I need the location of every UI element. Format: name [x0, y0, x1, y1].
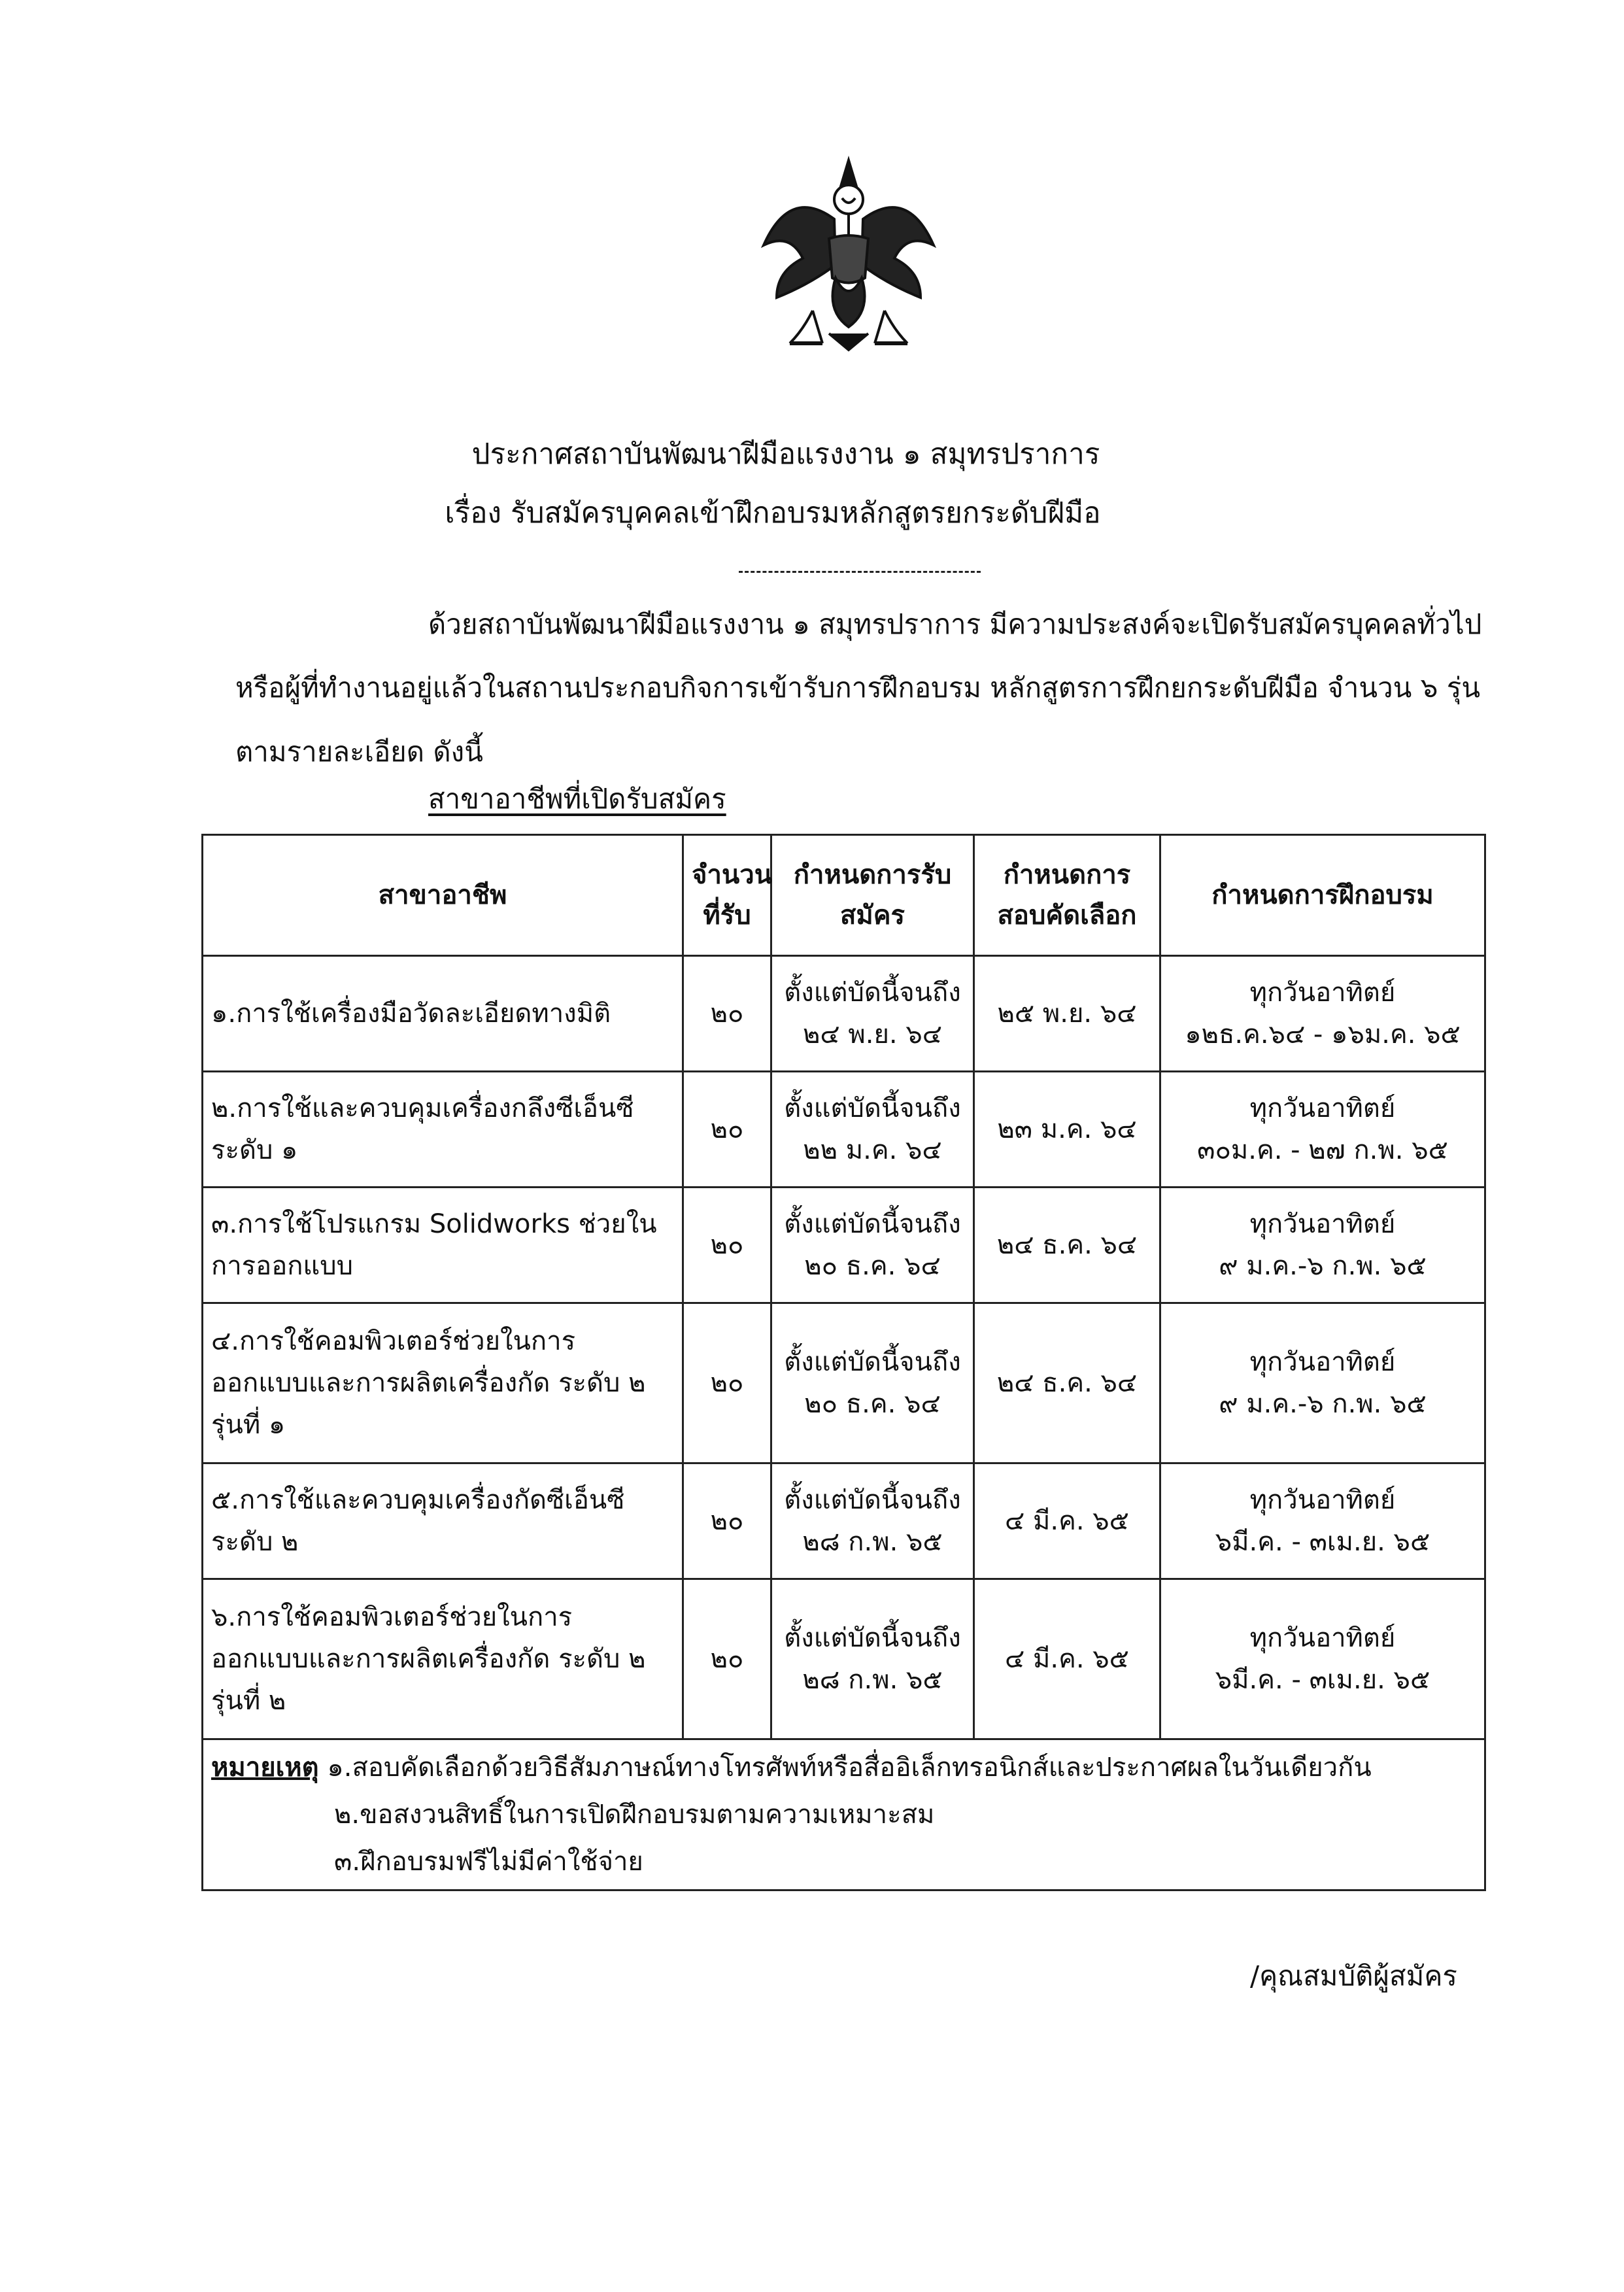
cell-exam: ๒๔ ธ.ค. ๖๔ — [974, 1188, 1160, 1303]
cell-branch: ๓.การใช้โปรแกรม Solidworks ช่วยในการออกแบบ — [203, 1188, 683, 1303]
cell-quota: ๒๐ — [683, 1579, 771, 1739]
table-row — [203, 1303, 1485, 1463]
cell-quota: ๒๐ — [683, 1463, 771, 1579]
apply-text: ตั้งแต่บัดนี้จนถึง — [784, 1093, 961, 1123]
apply-text: ตั้งแต่บัดนี้จนถึง — [784, 1623, 961, 1653]
apply-date: ๒๘ ก.พ. ๖๕ — [802, 1665, 943, 1695]
table-row — [203, 956, 1485, 1072]
cell-training — [1160, 956, 1485, 1072]
apply-date: ๒๘ ก.พ. ๖๕ — [802, 1527, 943, 1557]
apply-date: ๒๐ ธ.ค. ๖๔ — [804, 1251, 941, 1281]
table-row — [203, 1579, 1485, 1739]
table-row — [203, 1188, 1485, 1303]
cell-branch: ๕.การใช้และควบคุมเครื่องกัดซีเอ็นซี ระดับ ๒ — [203, 1463, 683, 1579]
notes-label: หมายเหตุ — [211, 1753, 319, 1783]
intro-line-1: ด้วยสถาบันพัฒนาฝีมือแรงงาน ๑ สมุทรปราการ มีความประสงค์จะเปิดรับสมัครบุคคลทั่วไป — [428, 608, 1482, 640]
cell-quota: ๒๐ — [683, 1188, 771, 1303]
note-item: ๒.ขอสงวนสิทธิ์ในการเปิดฝึกอบรมตามความเหมาะสม — [334, 1800, 935, 1830]
training-range: ๑๒ธ.ค.๖๔ - ๑๖ม.ค. ๖๕ — [1185, 1019, 1461, 1050]
cell-branch: ๑.การใช้เครื่องมือวัดละเอียดทางมิติ — [203, 956, 683, 1072]
continuation-text: /คุณสมบัติผู้สมัคร — [1249, 1960, 1457, 1992]
cell-exam: ๒๔ ธ.ค. ๖๔ — [974, 1303, 1160, 1463]
note-text: ๑.สอบคัดเลือกด้วยวิธีสัมภาษณ์ทางโทรศัพท์หรือสื่ออิเล็กทรอนิกส์และประกาศผลในวันเดียวกัน — [327, 1753, 1372, 1783]
header-branch: สาขาอาชีพ — [203, 835, 683, 956]
cell-apply — [771, 1463, 974, 1579]
training-day: ทุกวันอาทิตย์ — [1249, 978, 1396, 1008]
cell-exam: ๔ มี.ค. ๖๕ — [974, 1579, 1160, 1739]
table-row — [203, 1072, 1485, 1188]
cell-branch: ๔.การใช้คอมพิวเตอร์ช่วยในการ ออกแบบและการผลิตเครื่องกัด ระดับ ๒ รุ่นที่ ๑ — [203, 1303, 683, 1463]
cell-quota: ๒๐ — [683, 956, 771, 1072]
training-day: ทุกวันอาทิตย์ — [1249, 1209, 1396, 1239]
announcement-title: ประกาศสถาบันพัฒนาฝีมือแรงงาน ๑ สมุทรปราการ — [471, 437, 1100, 471]
apply-text: ตั้งแต่บัดนี้จนถึง — [784, 1209, 961, 1239]
note-item: ๓.ฝึกอบรมฟรีไม่มีค่าใช้จ่าย — [334, 1847, 643, 1877]
notes-row — [203, 1739, 1485, 1890]
cell-training — [1160, 1072, 1485, 1188]
apply-date: ๒๒ ม.ค. ๖๔ — [803, 1135, 942, 1165]
cell-apply — [771, 956, 974, 1072]
cell-training — [1160, 1579, 1485, 1739]
training-range: ๙ ม.ค.-๖ ก.พ. ๖๕ — [1219, 1251, 1427, 1281]
cell-training — [1160, 1188, 1485, 1303]
training-range: ๖มี.ค. - ๓เม.ย. ๖๕ — [1215, 1665, 1430, 1695]
apply-date: ๒๔ พ.ย. ๖๔ — [803, 1019, 942, 1050]
announcement-subject: เรื่อง รับสมัครบุคคลเข้าฝึกอบรมหลักสูตรยกระดับฝีมือ — [445, 496, 1101, 530]
cell-apply — [771, 1188, 974, 1303]
table-header-row — [203, 835, 1485, 956]
section-heading: สาขาอาชีพที่เปิดรับสมัคร — [428, 783, 726, 815]
notes-cell — [203, 1739, 1485, 1890]
training-range: ๓๐ม.ค. - ๒๗ ก.พ. ๖๕ — [1197, 1135, 1448, 1165]
header-apply: กำหนดการรับสมัคร — [771, 835, 974, 956]
table-row — [203, 1463, 1485, 1579]
courses-table — [201, 834, 1486, 1891]
apply-text: ตั้งแต่บัดนี้จนถึง — [784, 978, 961, 1008]
training-range: ๖มี.ค. - ๓เม.ย. ๖๕ — [1215, 1527, 1430, 1557]
intro-line-3: ตามรายละเอียด ดังนี้ — [235, 736, 483, 768]
cell-training — [1160, 1463, 1485, 1579]
cell-quota: ๒๐ — [683, 1072, 771, 1188]
training-day: ทุกวันอาทิตย์ — [1249, 1093, 1396, 1123]
note-item — [211, 1744, 1476, 1791]
cell-apply — [771, 1072, 974, 1188]
intro-line-2: หรือผู้ที่ทำงานอยู่แล้วในสถานประกอบกิจการเข้ารับการฝึกอบรม หลักสูตรการฝึกยกระดับฝีมือ จำนวน ๖ รุ่น — [235, 672, 1481, 704]
header-exam: กำหนดการสอบคัดเลือก — [974, 835, 1160, 956]
garuda-emblem — [751, 147, 947, 363]
apply-text: ตั้งแต่บัดนี้จนถึง — [784, 1347, 961, 1377]
training-day: ทุกวันอาทิตย์ — [1249, 1485, 1396, 1515]
title-divider — [739, 571, 981, 573]
training-range: ๙ ม.ค.-๖ ก.พ. ๖๕ — [1219, 1389, 1427, 1419]
cell-exam: ๒๕ พ.ย. ๖๔ — [974, 956, 1160, 1072]
cell-exam: ๒๓ ม.ค. ๖๔ — [974, 1072, 1160, 1188]
cell-quota: ๒๐ — [683, 1303, 771, 1463]
cell-apply — [771, 1303, 974, 1463]
apply-date: ๒๐ ธ.ค. ๖๔ — [804, 1389, 941, 1419]
cell-apply — [771, 1579, 974, 1739]
apply-text: ตั้งแต่บัดนี้จนถึง — [784, 1485, 961, 1515]
header-training: กำหนดการฝึกอบรม — [1160, 835, 1485, 956]
cell-training — [1160, 1303, 1485, 1463]
training-day: ทุกวันอาทิตย์ — [1249, 1347, 1396, 1377]
header-quota: จำนวนที่รับ — [683, 835, 771, 956]
cell-branch: ๖.การใช้คอมพิวเตอร์ช่วยในการ ออกแบบและการผลิตเครื่องกัด ระดับ ๒ รุ่นที่ ๒ — [203, 1579, 683, 1739]
cell-exam: ๔ มี.ค. ๖๕ — [974, 1463, 1160, 1579]
cell-branch: ๒.การใช้และควบคุมเครื่องกลึงซีเอ็นซี ระดับ ๑ — [203, 1072, 683, 1188]
training-day: ทุกวันอาทิตย์ — [1249, 1623, 1396, 1653]
